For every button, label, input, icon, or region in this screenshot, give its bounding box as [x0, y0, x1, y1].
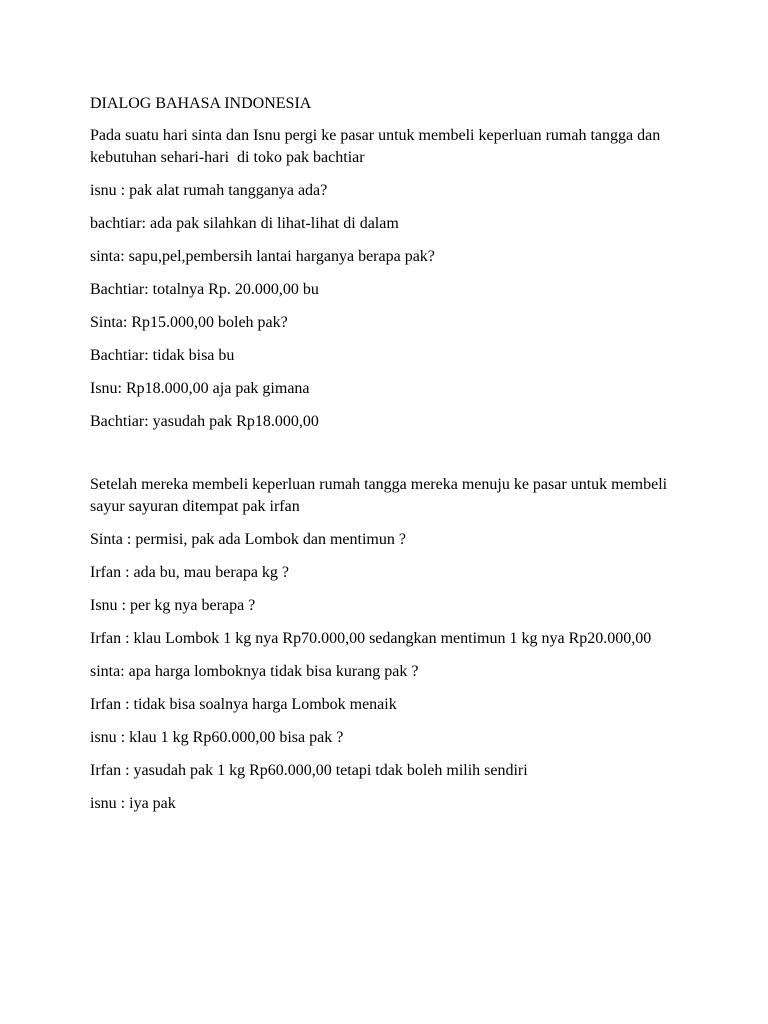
dialog-line: Isnu: Rp18.000,00 aja pak gimana — [90, 380, 310, 397]
dialog-line: Bachtiar: totalnya Rp. 20.000,00 bu — [90, 281, 319, 298]
dialog-line: Irfan : klau Lombok 1 kg nya Rp70.000,00 sedangkan mentimun 1 kg nya Rp20.000,00 — [90, 630, 652, 647]
dialog-line: bachtiar: ada pak silahkan di lihat-lihat di dalam — [90, 215, 399, 232]
dialog-line: isnu : klau 1 kg Rp60.000,00 bisa pak ? — [90, 729, 344, 746]
dialog-line: Irfan : ada bu, mau berapa kg ? — [90, 564, 290, 581]
dialog-line: sinta: sapu,pel,pembersih lantai harganya berapa pak? — [90, 248, 435, 265]
dialog-line: Bachtiar: yasudah pak Rp18.000,00 — [90, 413, 319, 430]
dialog-line: Bachtiar: tidak bisa bu — [90, 347, 235, 364]
dialog-line: isnu : pak alat rumah tangganya ada? — [90, 182, 328, 199]
dialog-line: isnu : iya pak — [90, 795, 176, 812]
dialog-line: Sinta : permisi, pak ada Lombok dan mentimun ? — [90, 531, 406, 548]
section2-intro: Setelah mereka membeli keperluan rumah tangga mereka menuju ke pasar untuk membeli sayur sayuran ditempat pak irfan — [90, 476, 672, 515]
document-title: DIALOG BAHASA INDONESIA — [90, 95, 312, 112]
section-spacer — [90, 444, 690, 474]
dialog-line: Sinta: Rp15.000,00 boleh pak? — [90, 314, 288, 331]
dialog-line: Irfan : yasudah pak 1 kg Rp60.000,00 tetapi tdak boleh milih sendiri — [90, 762, 528, 779]
document-page — [90, 93, 690, 826]
dialog-line: Isnu : per kg nya berapa ? — [90, 597, 256, 614]
dialog-line: Irfan : tidak bisa soalnya harga Lombok menaik — [90, 696, 397, 713]
dialog-line: sinta: apa harga lomboknya tidak bisa kurang pak ? — [90, 663, 419, 680]
section1-intro: Pada suatu hari sinta dan Isnu pergi ke pasar untuk membeli keperluan rumah tangga dan kebutuhan sehari-hari di toko pak bachtiar — [90, 127, 665, 166]
